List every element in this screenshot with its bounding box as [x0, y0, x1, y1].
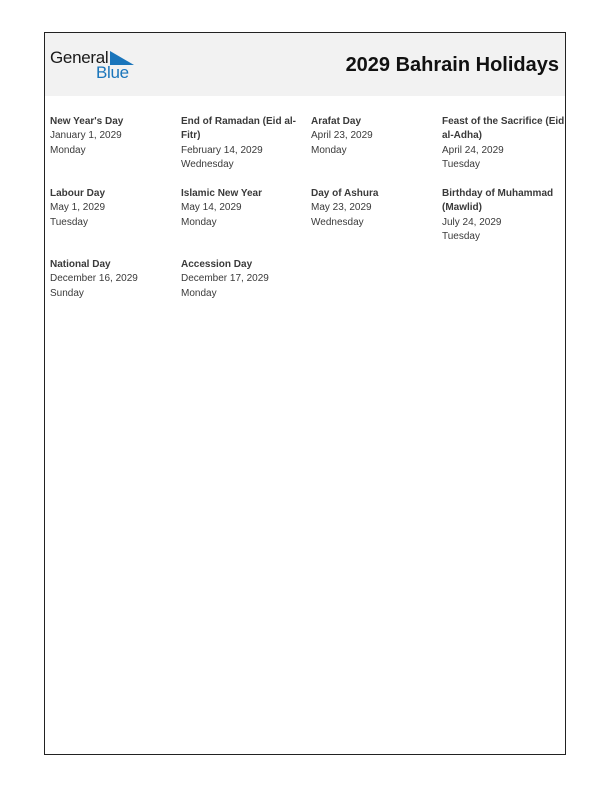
holiday-weekday: Monday [181, 216, 217, 228]
holiday-name: National Day [50, 259, 111, 270]
holiday-date: April 23, 2029 [311, 130, 373, 142]
holiday-entry [442, 187, 567, 244]
holiday-weekday: Monday [50, 144, 86, 156]
generalblue-logo [50, 49, 140, 83]
holiday-weekday: Tuesday [442, 230, 480, 242]
holiday-name: Day of Ashura [311, 188, 379, 199]
page-title: 2029 Bahrain Holidays [345, 54, 559, 76]
holiday-sheet [44, 32, 566, 755]
holiday-date: December 16, 2029 [50, 273, 138, 285]
holiday-weekday: Wednesday [311, 216, 364, 228]
holiday-entry [50, 115, 175, 158]
holiday-date: February 14, 2029 [181, 144, 263, 156]
holiday-date: April 24, 2029 [442, 144, 504, 156]
holiday-entry [311, 187, 436, 230]
holiday-entry [442, 115, 567, 172]
logo-text-general: General [50, 48, 109, 67]
holiday-name: End of Ramadan (Eid al-Fitr) [181, 116, 297, 142]
holiday-name: Accession Day [181, 259, 253, 270]
holiday-weekday: Monday [181, 287, 217, 299]
holiday-entry [181, 187, 306, 230]
holiday-entry [50, 258, 175, 301]
holiday-date: May 1, 2029 [50, 202, 106, 214]
holiday-name: Birthday of Muhammad (Mawlid) [442, 188, 554, 214]
holiday-date: May 23, 2029 [311, 202, 372, 214]
holiday-name: Labour Day [50, 188, 106, 199]
holiday-date: December 17, 2029 [181, 273, 269, 285]
holiday-date: July 24, 2029 [442, 216, 502, 228]
holiday-name: Feast of the Sacrifice (Eid al-Adha) [442, 116, 565, 142]
holiday-name: Islamic New Year [181, 188, 262, 199]
holiday-entry [181, 258, 306, 301]
header-band [45, 33, 565, 96]
holiday-name: New Year's Day [50, 116, 124, 127]
holiday-weekday: Monday [311, 144, 347, 156]
holiday-weekday: Wednesday [181, 158, 234, 170]
holiday-weekday: Sunday [50, 287, 84, 299]
holiday-weekday: Tuesday [442, 158, 480, 170]
holiday-date: January 1, 2029 [50, 130, 122, 142]
holiday-weekday: Tuesday [50, 216, 88, 228]
holiday-entry [181, 115, 306, 172]
logo-text-blue: Blue [96, 63, 129, 82]
holiday-name: Arafat Day [311, 116, 362, 127]
holiday-entry [50, 187, 175, 230]
holiday-date: May 14, 2029 [181, 202, 242, 214]
holiday-entry [311, 115, 436, 158]
